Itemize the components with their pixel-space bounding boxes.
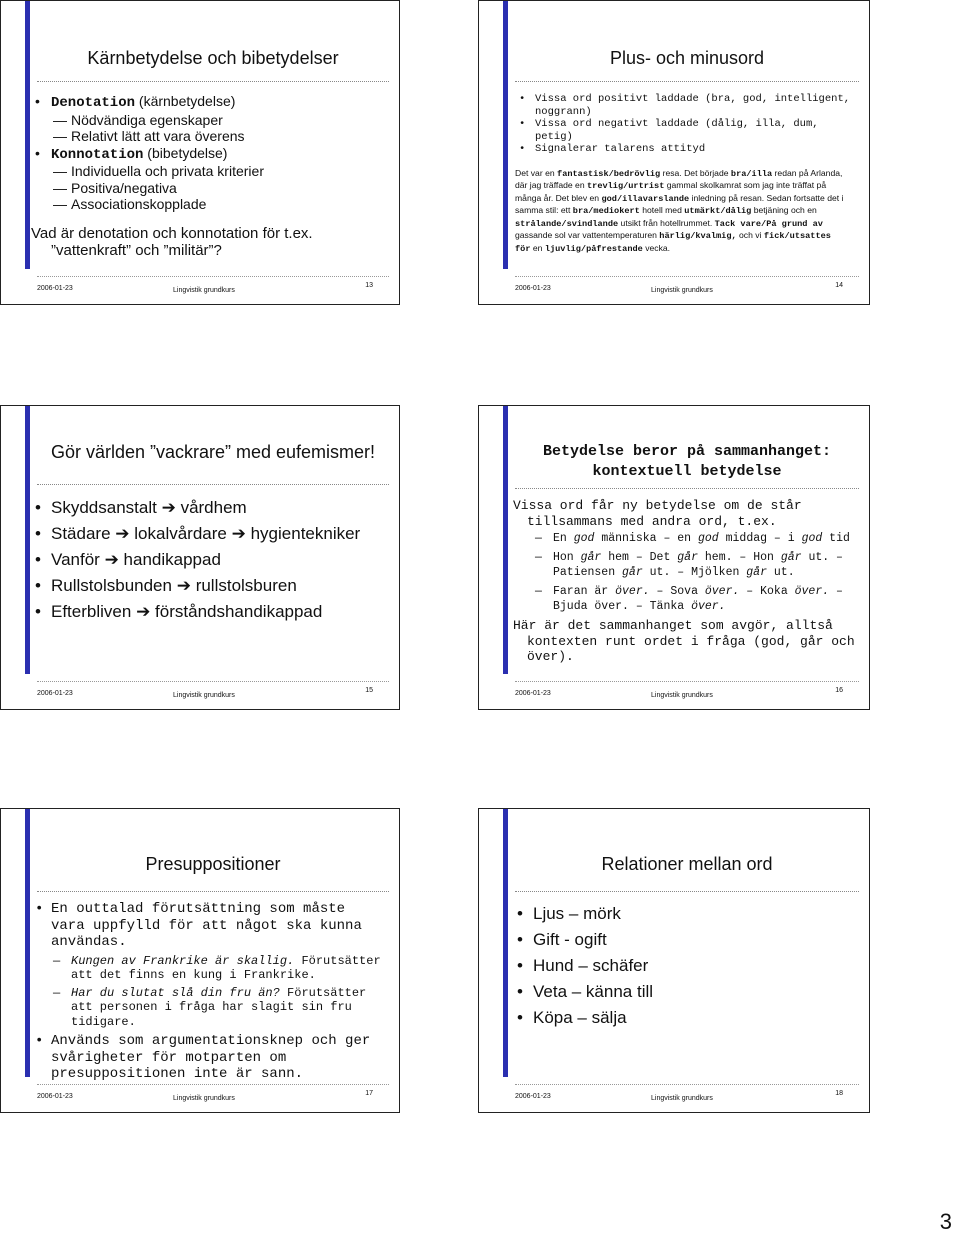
word: går <box>780 551 802 564</box>
text: Sova <box>670 585 705 598</box>
title-line: kontextuell betydelse <box>592 463 782 480</box>
slide-accent-bar <box>25 809 30 1077</box>
text: tid <box>822 532 850 545</box>
slide-content <box>513 901 857 1031</box>
text: en <box>677 532 698 545</box>
arrow-right-icon: ➔ <box>231 524 246 543</box>
slide-accent-bar <box>25 406 30 674</box>
footer-date: 2006-01-23 <box>515 1093 551 1100</box>
example-sentence: Har du slutat slå din fru än? <box>71 985 280 1000</box>
relation-list <box>513 901 857 1031</box>
footer-date: 2006-01-23 <box>515 690 551 697</box>
text: gammal skolkamrat som jag inte träffat på många år. Det blev en <box>515 180 827 203</box>
outro-text: Här är det sammanhanget som avgör, alltså kontexten runt ordet i fråga (god, går och över). <box>513 618 855 664</box>
arrow-right-icon: ➔ <box>136 602 151 621</box>
word-pair: härlig/kvalmig, <box>659 231 737 241</box>
text: Mjölken <box>691 566 747 579</box>
relation-item: • Hund – schäfer <box>513 953 857 979</box>
text: Hon <box>553 551 581 564</box>
footer-course: Lingvistik grundkurs <box>651 692 713 699</box>
bullet-item: • Vissa ord positivt laddade (bra, god, intelligent, noggrann) <box>515 93 857 118</box>
text: i <box>787 532 802 545</box>
word-pair: god/illavarslande <box>601 193 690 204</box>
word: går <box>677 551 698 564</box>
bullet-item <box>31 600 387 623</box>
term-konnotation: Konnotation <box>51 146 144 163</box>
word: går <box>746 566 767 579</box>
slide-content <box>31 901 387 1083</box>
text: resa. Det började <box>660 167 731 178</box>
footer-course: Lingvistik grundkurs <box>651 1095 713 1102</box>
relation-item: • Gift - ogift <box>513 927 857 953</box>
text: En <box>553 532 574 545</box>
slide-15 <box>0 405 400 710</box>
word: god <box>573 532 595 545</box>
word: går <box>622 566 643 579</box>
word-pair: bra/illa <box>730 168 773 179</box>
example-line: — Hon går hem – Det går hem. – Hon går ut. – Patiensen går ut. – Mjölken går ut. <box>513 550 857 580</box>
old-term: Vanför <box>51 550 100 569</box>
bullet-denotation <box>31 93 387 112</box>
text: hem. <box>697 551 733 564</box>
arrow-right-icon: ➔ <box>161 498 176 517</box>
question-text: Vad är denotation och konnotation för t.ex. ”vattenkraft” och ”militär”? <box>31 224 313 259</box>
footer-date: 2006-01-23 <box>37 1093 73 1100</box>
slide-content <box>31 496 387 623</box>
new-term: rullstolsburen <box>195 576 297 595</box>
bullet-konnotation <box>31 145 387 164</box>
term-denotation: Denotation <box>51 95 136 111</box>
text: gassande sol var vattentemperaturen <box>515 230 660 240</box>
arrow-right-icon: ➔ <box>115 524 130 543</box>
text: middag <box>718 532 768 545</box>
slide-title: Gör världen ”vackrare” med eufemismer! <box>50 442 376 462</box>
bullet-item: • Vissa ord negativt laddade (dålig, illa, dum, petig) <box>515 118 857 143</box>
slide-title: Kärnbetydelse och bibetydelser <box>87 48 339 68</box>
bullet-item <box>31 548 387 571</box>
word-pair: strålande/svindlande <box>515 218 619 229</box>
old-term: Städare <box>51 524 111 543</box>
term-gloss: (bibetydelse) <box>143 144 228 161</box>
slide-number: 13 <box>365 282 373 289</box>
bullet-item: • Signalerar talarens attityd <box>515 143 857 156</box>
slide-number: 16 <box>835 687 843 694</box>
slide-content <box>513 498 857 665</box>
text: Bjuda över. <box>553 600 629 613</box>
slide-accent-bar <box>503 1 508 269</box>
sub-item: — Positiva/negativa <box>31 180 387 197</box>
sub-item <box>31 954 387 983</box>
slide-16 <box>478 405 870 710</box>
text: Faran är <box>553 585 616 598</box>
text: Det <box>649 551 678 564</box>
new-term: hygientekniker <box>250 524 361 543</box>
footer-date: 2006-01-23 <box>37 285 73 292</box>
bullet-item: • En outtalad förutsättning som måste vara uppfylld för att något ska kunna användas. <box>31 901 387 951</box>
page-number: 3 <box>939 1209 952 1234</box>
bullet-item: • Används som argumentationsknep och ger svårigheter för motparten om presuppositionen inte är sann. <box>31 1033 387 1083</box>
bullet-item <box>31 522 387 545</box>
slide-17 <box>0 808 400 1113</box>
sub-item <box>31 986 387 1030</box>
sub-item: — Relativt lätt att vara överens <box>31 128 387 145</box>
text: betjäning och en <box>751 205 817 215</box>
text: hotell med <box>639 205 685 215</box>
relation-item: • Veta – känna till <box>513 979 857 1005</box>
word-pair: bra/mediokert <box>572 206 640 216</box>
arrow-right-icon: ➔ <box>176 576 191 595</box>
slide-number: 17 <box>365 1090 373 1097</box>
word-pair: utmärkt/dålig <box>684 206 752 216</box>
text: Tänka <box>649 600 692 613</box>
slide-footer <box>1 681 399 709</box>
old-term: Rullstolsbunden <box>51 576 172 595</box>
word: över. <box>704 585 740 598</box>
old-term: Skyddsanstalt <box>51 498 157 517</box>
slide-title <box>519 442 855 482</box>
word-pair: ljuvlig/påfrestande <box>544 243 643 254</box>
text: vecka. <box>642 242 671 253</box>
title-divider <box>37 81 389 82</box>
text: ut. <box>767 566 795 579</box>
word: över. <box>691 600 726 613</box>
slide-14 <box>478 0 870 305</box>
footer-date: 2006-01-23 <box>515 285 551 292</box>
slide-title: Presuppositioner <box>145 854 281 874</box>
example-line: — En god människa – en god middag – i god tid <box>513 531 857 546</box>
slide-footer <box>479 1084 869 1112</box>
title-line: Betydelse beror på sammanhanget: <box>542 443 832 460</box>
footer-course: Lingvistik grundkurs <box>651 287 713 294</box>
footer-date: 2006-01-23 <box>37 690 73 697</box>
title-divider <box>37 484 389 485</box>
text: Förutsätter att personen i fråga har slagit sin fru tidigare. <box>71 985 367 1029</box>
text: Hon <box>753 551 781 564</box>
new-term: vårdhem <box>180 498 247 517</box>
example-paragraph <box>515 168 857 256</box>
footer-course: Lingvistik grundkurs <box>173 1095 235 1102</box>
slide-accent-bar <box>25 1 30 269</box>
text: människa <box>594 532 657 545</box>
word: går <box>580 551 602 564</box>
text: Koka <box>760 585 795 598</box>
slide-number: 14 <box>835 282 843 289</box>
footer-course: Lingvistik grundkurs <box>173 287 235 294</box>
slide-18 <box>478 808 870 1113</box>
slide-13 <box>0 0 400 305</box>
arrow-right-icon: ➔ <box>104 550 119 569</box>
text: Patiensen <box>553 566 623 579</box>
slide-footer <box>1 1084 399 1112</box>
word-pair: Tack vare/På grund av <box>714 218 823 229</box>
word: god <box>801 532 823 545</box>
slide-footer <box>479 276 869 304</box>
word-pair: trevlig/urtrist <box>587 181 665 191</box>
relation-item: • Ljus – mörk <box>513 901 857 927</box>
text: ut. <box>642 566 671 579</box>
slide-accent-bar <box>503 406 508 674</box>
word: över. <box>615 585 650 598</box>
slide-accent-bar <box>503 809 508 1077</box>
word: över. <box>794 585 830 598</box>
word: god <box>698 532 719 545</box>
new-term: handikappad <box>123 550 221 569</box>
slide-title: Plus- och minusord <box>609 48 765 68</box>
bullet-item <box>31 574 387 597</box>
slide-title: Relationer mellan ord <box>601 854 773 874</box>
bullet-item <box>31 496 387 519</box>
sub-item: — Associationskopplade <box>31 196 387 213</box>
term-gloss: (kärnbetydelse) <box>135 93 236 109</box>
old-term: Efterbliven <box>51 602 132 621</box>
new-term: lokalvårdare <box>134 524 227 543</box>
title-divider <box>515 488 859 489</box>
slide-footer <box>1 276 399 304</box>
sub-item: — Individuella och privata kriterier <box>31 163 387 180</box>
text: ut. <box>801 551 830 564</box>
slide-number: 15 <box>365 687 373 694</box>
text: och vi <box>736 230 764 240</box>
slide-footer <box>479 681 869 709</box>
example-sentence: Kungen av Frankrike är skallig. <box>71 953 295 968</box>
sub-item: — Nödvändiga egenskaper <box>31 112 387 129</box>
slide-content <box>31 93 387 259</box>
footer-course: Lingvistik grundkurs <box>173 692 235 699</box>
text: en <box>530 242 545 253</box>
text: redan på Arlanda, där jag träffade en <box>515 167 843 190</box>
text: utsikt från hotellrummet. <box>618 217 715 228</box>
word-pair: fantastisk/bedrövlig <box>557 168 661 179</box>
text: Förutsätter att det finns en kung i Frankrike. <box>71 953 381 982</box>
title-divider <box>37 891 389 892</box>
slide-number: 18 <box>835 1090 843 1097</box>
word-pair: fick/utsattes för <box>515 231 831 254</box>
title-divider <box>515 81 859 82</box>
text: Det var en <box>515 167 558 178</box>
intro-text: Vissa ord får ny betydelse om de står tillsammans med andra ord, t.ex. <box>513 498 802 529</box>
relation-item: • Köpa – sälja <box>513 1005 857 1031</box>
title-divider <box>515 891 859 892</box>
text: hem <box>601 551 629 564</box>
new-term: förståndshandikappad <box>155 602 323 621</box>
text: inledning på resan. Sedan fortsatte det i samma stil: ett <box>515 192 844 215</box>
slide-content <box>515 93 857 255</box>
example-line: — Faran är över. – Sova över. – Koka över. – Bjuda över. – Tänka över. <box>513 584 857 614</box>
